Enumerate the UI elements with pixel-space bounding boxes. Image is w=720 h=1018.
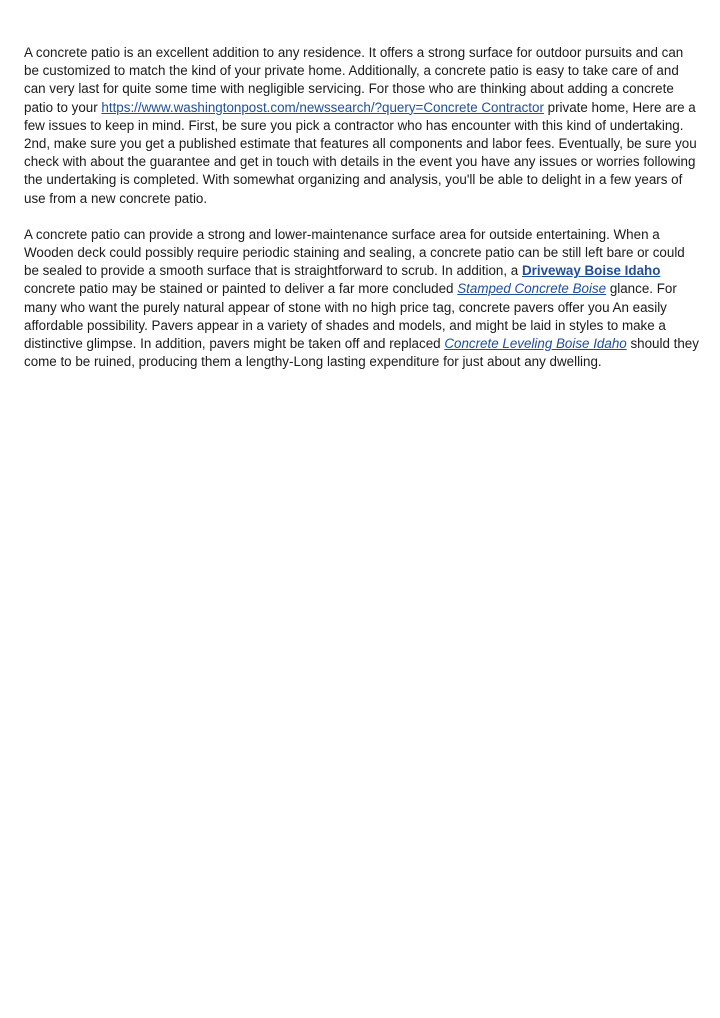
paragraph-intro-text-end: private home, Here are a few issues to keep in mind. First, be sure you pick a contractor who has encounter with this kind of undertaking. 2nd, make sure you get a published estimate that features all components and labor fees. Eventually, be sure you check with about the guarantee and get in touch with details in the event you have any issues or worries following the undertaking is completed. With somewhat organizing and analysis, you'll be able to delight in a few years of use from a new concrete patio. [24,99,697,206]
stamped-concrete-boise-link[interactable]: Stamped Concrete Boise [457,281,607,297]
washingtonpost-search-link[interactable]: https://www.washingtonpost.com/newssearch/?query=Concrete Contractor [101,99,544,115]
paragraph-intro [24,44,700,208]
paragraph-maintenance-text-4: should they come to be ruined, producing them a lengthy-Long lasting expenditure for just about any dwelling. [24,336,699,370]
concrete-leveling-boise-idaho-link[interactable]: Concrete Leveling Boise Idaho [444,336,627,352]
paragraph-maintenance-text-2: concrete patio may be stained or painted to deliver a far more concluded [24,281,458,297]
paragraph-maintenance-text-1: A concrete patio can provide a strong and lower-maintenance surface area for outside entertaining. When a Wooden deck could possibly require periodic staining and sealing, a concrete patio can be still left bare or could be sealed to provide a smooth surface that is straightforward to scrub. In addition, a [24,226,685,279]
driveway-boise-idaho-link[interactable]: Driveway Boise Idaho [521,263,661,279]
paragraph-maintenance [24,226,700,372]
document-page [24,44,700,389]
paragraph-intro-text-start: A concrete patio is an excellent addition to any residence. It offers a strong surface for outdoor pursuits and can be customized to match the kind of your private home. Additionally, a concrete patio is easy to take care of and can very last for quite some time with negligible servicing. For those who are thinking about adding a concrete patio to your [24,45,684,115]
paragraph-maintenance-text-3: glance. For many who want the purely natural appear of stone with no high price tag, concrete pavers offer you An easily affordable possibility. Pavers appear in a variety of shades and models, and might be laid in styles to make a distinctive glimpse. In addition, pavers might be taken off and replaced [24,281,677,352]
